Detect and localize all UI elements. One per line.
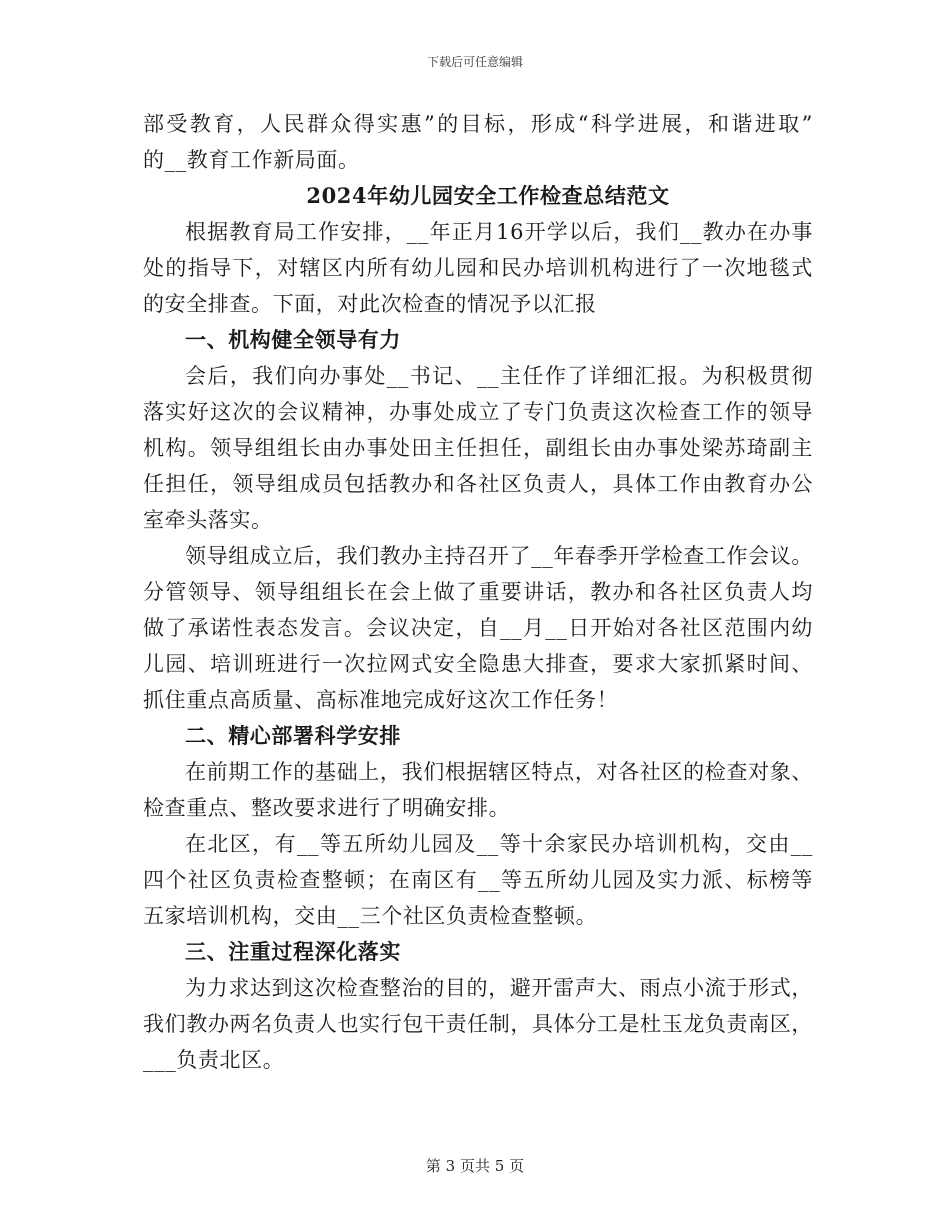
text-line: 领导组成立后，我们教办主持召开了__年春季开学检查工作会议。 (185, 544, 813, 568)
text-line: 根据教育局工作安排，__年正月16开学以后，我们__教办在办事 (185, 220, 813, 244)
text-line: 的安全排查。下面，对此次检查的情况予以汇报 (143, 292, 597, 316)
text-line: 做了承诺性表态发言。会议决定，自__月__日开始对各社区范围内幼 (143, 616, 813, 640)
text-line: 室牵头落实。 (143, 508, 273, 532)
text-line: 为力求达到这次检查整治的目的，避开雷声大、雨点小流于形式， (185, 976, 813, 1000)
text-line: 任担任，领导组成员包括教办和各社区负责人，具体工作由教育办公 (143, 472, 813, 496)
text-line: 抓住重点高质量、高标准地完成好这次工作任务！ (143, 688, 619, 712)
text-line: 处的指导下，对辖区内所有幼儿园和民办培训机构进行了一次地毯式 (143, 256, 813, 280)
text-line: 在北区，有__等五所幼儿园及__等十余家民办培训机构，交由__ (185, 832, 813, 856)
section-heading: 二、精心部署科学安排 (185, 723, 401, 748)
text-line: 检查重点、整改要求进行了明确安排。 (143, 796, 511, 820)
text-line: 会后，我们向办事处__书记、__主任作了详细汇报。为积极贯彻 (185, 364, 813, 388)
text-line: 在前期工作的基础上，我们根据辖区特点，对各社区的检查对象、 (185, 760, 813, 784)
page-footer: 第 3 页共 5 页 (425, 1157, 525, 1175)
text-line: 部受教育，人民群众得实惠”的目标，形成“科学进展，和谐进取” (143, 112, 813, 136)
text-line: 四个社区负责检查整顿；在南区有__等五所幼儿园及实力派、标榜等 (143, 868, 813, 892)
document-body (143, 106, 813, 1078)
text-line: ___负责北区。 (143, 1048, 285, 1072)
page-header: 下载后可任意编辑 (426, 55, 523, 69)
text-line: 我们教办两名负责人也实行包干责任制，具体分工是杜玉龙负责南区， (143, 1012, 813, 1036)
section-heading: 一、机构健全领导有力 (185, 327, 401, 352)
text-line: 的__教育工作新局面。 (143, 148, 360, 172)
section-heading: 三、注重过程深化落实 (185, 939, 401, 964)
document-title: 2024年幼儿园安全工作检查总结范文 (306, 183, 670, 208)
text-line: 五家培训机构，交由__三个社区负责检查整顿。 (143, 904, 598, 928)
text-line: 机构。领导组组长由办事处田主任担任，副组长由办事处梁苏琦副主 (143, 436, 813, 460)
text-line: 儿园、培训班进行一次拉网式安全隐患大排查，要求大家抓紧时间、 (143, 652, 813, 676)
text-line: 分管领导、领导组组长在会上做了重要讲话，教办和各社区负责人均 (143, 580, 813, 604)
text-line: 落实好这次的会议精神，办事处成立了专门负责这次检查工作的领导 (143, 400, 813, 424)
